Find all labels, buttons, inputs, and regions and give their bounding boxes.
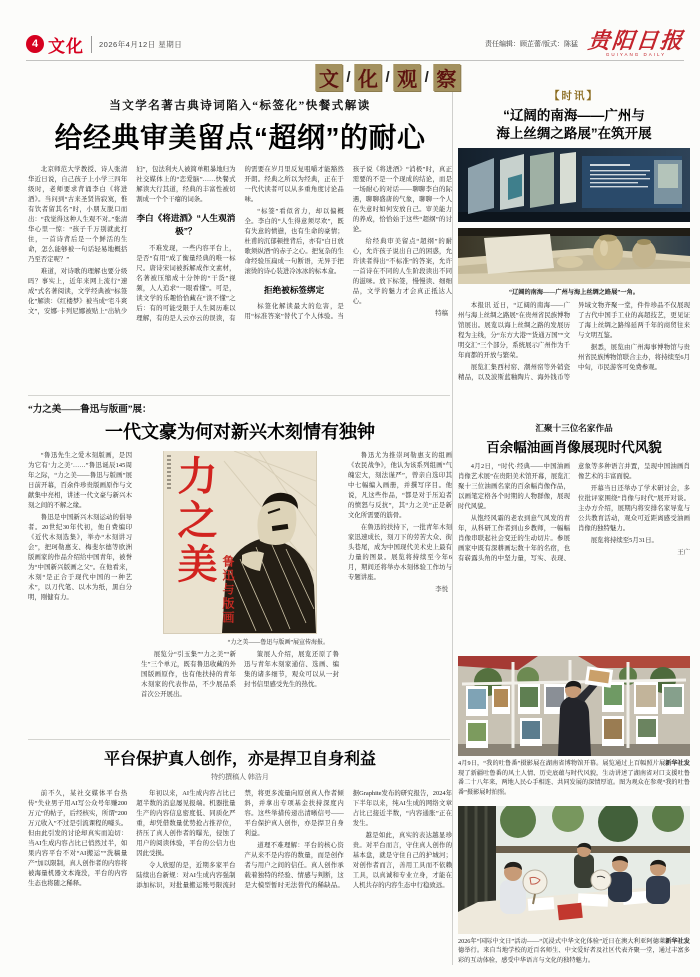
right-article2 xyxy=(458,422,690,648)
photo-credit: 新华社发 xyxy=(665,937,690,945)
paragraph: 展览分“引玉集”“力之美”“新生”三个单元，既有鲁迅收藏的外国版画原作，也有他扶持的青年木刻家的代表作品，不少展品系首次公开展出。 xyxy=(141,651,236,698)
feature-column-4 xyxy=(348,451,452,747)
feature-column-1 xyxy=(28,451,132,747)
page-number-badge: 4 xyxy=(26,35,44,53)
right-article1-body xyxy=(458,301,690,413)
masthead-title: 贵阳日报 xyxy=(586,28,686,54)
paragraph: 据悉，展览由广州海事博物馆与贵州省民族博物馆联合主办，将持续至6月中旬，市民游客可免费参观。 xyxy=(578,344,690,371)
paragraph: 鲁迅尤为推崇珂勒惠支的组画《农民战争》，他认为该系列组画“气魄宏大，刻法谨严”，曾亲自选印其中七幅编入画册，并撰写序目。他说，凡这些作品，“都是对于压迫者的愤怒与反抗”，其“力之美”正是新文化所需要的筋骨。 xyxy=(348,452,452,519)
photography-exhibition-photo xyxy=(458,656,690,756)
paragraph: 开幕当日还举办了学术研讨会，多位批评家围绕“肖像与时代”展开对谈。主办方介绍，展期内将安排名家导览与公共教育活动，观众可近距离感受油画肖像的独特魅力。 xyxy=(578,485,690,532)
right-article2-body xyxy=(458,462,690,648)
caption-text: 2026年“国际中文日”活动——“沉浸式中华文化体验”近日在澳大利亚阿德莱德举行。来自当地学校的近百名师生、中文爱好者及社区代表齐聚一堂，通过丰富多彩的互动体验，感受中华语言与文化的独特魅力。 xyxy=(458,937,690,964)
masthead xyxy=(588,30,684,58)
poster-caption: “力之美——鲁迅与版画”展宣传海报。 xyxy=(227,640,329,646)
section-title: 文化 xyxy=(48,36,84,56)
article-credit: 特稿 xyxy=(435,309,448,317)
paragraph: 标签化解读最大的危害，是用“标准答案”替代了个人体验。当孩子说《将进酒》“消极”时，真正需要的不是一个现成的结论，而是一场耐心的对话——聊聊李白的际遇，聊聊盛唐的气象，聊聊一个人在失意时如何安放自己。审美能力的养成，恰恰始于这些“超纲”的讨论。 xyxy=(244,166,452,321)
paragraph: 鲁迅是中国新兴木刻运动的倡导者。20世纪30年代初，他自费编印《近代木刻选集》，举办“木刻讲习会”，把珂勒惠支、梅斐尔德等欧洲版画家的作品介绍给中国青年，被誉为“中国新兴版画之父”。在他看来，木刻“是正合于现代中国的一种艺术”，以刀代笔、以木为纸，黑白分明，刚健有力。 xyxy=(28,513,132,601)
main-article-kicker: 当文学名著古典诗词陷入“标签化”快餐式解读 xyxy=(109,100,371,112)
paragraph: 4月2日，“时代·经典——中国油画肖像艺术展”在贵阳美术馆开幕，展览汇聚十三位油画名家的百余幅肖像作品，以画笔定格各个时期的人物群像，展现时代风貌。 xyxy=(458,463,570,511)
page-header xyxy=(26,30,684,58)
issue-date: 2026年4月12日 星期日 xyxy=(99,39,183,49)
feature-center xyxy=(141,451,339,747)
paragraph: 前不久，某社交媒体平台热传“失业男子用AI写公众号年赚200万元”的帖子，后经核实，所谓“200万元收入”不过是引流课程的噱头。但由此引发的讨论却真实而迫切：当AI生成内容占比已悄然过半，如果内容平台不对“AI搬运”“洗稿量产”加以限制，真人创作者的内容将被海量机器文本淹没，平台的内容生态也将随之稀释。 xyxy=(28,790,128,887)
main-article xyxy=(28,97,452,399)
article-credit: 王广 xyxy=(677,548,690,556)
main-article-headline: 给经典审美留点“超纲”的耐心 xyxy=(54,122,426,153)
right-column xyxy=(458,88,690,965)
header-rule xyxy=(26,60,684,61)
caption-text: 4月9日，“我的吐鲁番”摄影展在湖南省博物馆开幕。展览通过上百幅照片展现了新疆吐鲁番的风土人情、历史底蕴与时代风貌，生动讲述了湖南省对口支援吐鲁番二十八年来，两地人民心手相连、共同发展的深情厚谊。图为观众在参观“我的吐鲁番”摄影展时拍照。 xyxy=(458,760,690,796)
right-article2-kicker: 汇聚十三位名家作品 xyxy=(535,423,613,434)
paragraph: “鲁迅先生之爱木刻版画，是因为它有‘力之美’……”鲁迅诞辰145周年之际，“力之美——鲁迅与版画”展日前开幕，百余件珍贵版画原作与文献集中亮相，讲述一代文豪与新兴木刻之间的不解之缘。 xyxy=(28,452,132,509)
right-article2-headline: 百余幅油画肖像展现时代风貌 xyxy=(486,440,662,456)
right-article1-headline xyxy=(458,107,690,142)
paragraph: 展览将持续至5月31日。 xyxy=(590,536,658,544)
editors-line: 责任编辑：顾芷蕾/版式：陈猛 xyxy=(485,40,578,48)
paragraph: 从饱经风霜的老农到意气风发的青年，从科研工作者到山乡教师，一幅幅肖像串联起社会变迁的生动切片。参展画家中既有深耕画坛数十年的名宿，也有崭露头角的中坚力量，写实、表现、意象等多种语言并置，呈现中国油画肖像艺术的丰富面貌。 xyxy=(458,463,690,562)
culture-watch-banner xyxy=(315,64,460,91)
headline-line: “辽阔的南海——广州与 xyxy=(503,108,645,123)
banner-slash: / xyxy=(346,69,351,86)
header-divider xyxy=(91,36,92,53)
photo-caption xyxy=(458,759,690,797)
paragraph: 本报讯 近日，“辽阔的南海——广州与海上丝绸之路展”在贵州省民族博物馆展出。展览以海上丝绸之路的发展历程为主线，分“东方大港”“货通万国”“文明交汇”三个部分，系统展示广州作为千年商都的开放与繁荣。 xyxy=(458,302,570,360)
commentary-byline: 特约撰稿人 韩浩月 xyxy=(211,773,269,781)
feature-article xyxy=(28,401,452,747)
banner-tile: 察 xyxy=(433,64,460,91)
paragraph: 令人欣慰的是，近期多家平台陆续出台新规：对AI生成内容强制添加标识，对批量搬运账号限流封禁，将更多流量向原创真人作者倾斜，并拿出专项基金扶持深度内容。这些举措传递出清晰信号——平台保护真人创作，亦是捍卫自身利益。 xyxy=(136,790,344,889)
commentary-headline: 平台保护真人创作，亦是捍卫自身利益 xyxy=(103,751,376,768)
feature-headline: 一代文豪为何对新兴木刻情有独钟 xyxy=(105,422,375,442)
poster-title: 力之美 xyxy=(172,455,217,587)
feature-kicker: “力之美——鲁迅与版画”展： xyxy=(28,405,152,415)
banner-slash: / xyxy=(385,69,390,86)
banner-tile: 观 xyxy=(394,64,421,91)
paragraph: 策展人介绍，展览还原了鲁迅与青年木刻家通信、选画、编集的诸多细节，观众可以从一封封书信里感受先生的热忱。 xyxy=(244,651,339,688)
main-article-body xyxy=(28,165,452,399)
main-article-subhead: 拒绝被标签绑定 xyxy=(264,284,325,295)
paragraph: 展览汇集西村窑、潮州窑等外销瓷精品，以及波斯蓝釉陶片、海外钱币等异域文物齐聚一堂，件件珍品不仅展现了古代中国手工业的高超技艺，更见证了海上丝绸之路绵延两千年的商贸往来与文明互鉴。 xyxy=(458,302,690,381)
exhibition-poster-image xyxy=(164,451,316,633)
exhibition-wall-photo xyxy=(458,148,690,222)
banner-tile: 文 xyxy=(315,64,342,91)
headline-line: 海上丝绸之路展”在筑开展 xyxy=(496,125,652,141)
feature-center-body xyxy=(141,650,339,747)
photo-caption: “辽阔的南海——广州与海上丝绸之路展”一角。 xyxy=(509,289,639,297)
ceramic-jars-photo xyxy=(458,228,690,284)
news-brief-tag: 【时讯】 xyxy=(549,91,599,102)
paragraph: 道理不难理解：平台的核心资产从来不是内容的数量，而是创作者与用户之间的信任。真人创作承载着独特的经验、情感与判断，这是大模型暂时无法替代的稀缺品。据Graphite发布的研究报告，2024年下半年以来，纯AI生成的网络文章占比已接近半数，“内容通胀”正在发生。 xyxy=(244,790,452,889)
banner-slash: / xyxy=(424,69,429,86)
article-credit: 李悦 xyxy=(435,585,448,593)
commentary-body xyxy=(28,789,452,977)
main-article-subhead: 李白《将进酒》“人生观消极”？ xyxy=(136,212,236,237)
poster-spine-text xyxy=(167,455,171,489)
photo-credit: 新华社发 xyxy=(665,760,690,768)
paragraph: 不难发现，一些内容平台上，是否“有用”成了衡量经典的唯一标尺。唐诗宋词被拆解成作文素材，名著被压缩成十分钟的“干货”视频，人人追求“一眼看懂”。可是，读文学的乐趣恰恰藏在“读不懂”之后：有的可能受限于人生阅历难以理解，有的是人云亦云的误读，有的需要在岁月里反复咀嚼才能豁然开朗。经典之所以为经典，正在于一代代读者可以从多重角度讨论品味。 xyxy=(136,166,344,322)
commentary-article xyxy=(28,746,452,977)
banner-tile: 化 xyxy=(354,64,381,91)
paragraph: 难道，对诗歌的理解也要分级吗？事实上，近年来网上流行“速成”式名著阅读，文学经典被“标签化”解读：《红楼梦》被当成“宅斗爽文”，安娜·卡列尼娜被贴上“出轨少妇”，包法利夫人被简单粗暴地归为社交媒体上的“恋爱脑”……快餐式解读大行其道，经典的丰富性被切割成一个个干瘪的词条。 xyxy=(28,166,236,315)
photo-caption xyxy=(458,937,690,966)
children-culture-event-photo xyxy=(458,806,690,934)
paragraph: “标签”看似省力，却以偏概全。李白的“人生得意须尽欢”，既有失意的愤懑，也有生命的豪情；杜甫的沉郁顿挫背后，亦有“白日放歌须纵酒”的赤子之心。把复杂的生命经验压扁成一句断语，无异于把滚烫的诗心装进冷冰冰的标本盒。 xyxy=(244,207,344,275)
paragraph: 给经典审美留点“超纲”的耐心，允许孩子说出自己的困惑，允许读者得出“不标准”的答案，允许一首诗在不同的人生阶段读出不同的滋味。放下标签，慢慢读、细细品，文学的魅力才会真正抵达人心。 xyxy=(352,237,452,305)
poster-subtitle: 鲁迅与版画 xyxy=(221,555,235,625)
masthead-subtitle: GUIYANG DAILY xyxy=(605,52,667,58)
paragraph: 北京师范大学教授、诗人张清华近日说，自己孩子上小学三四年级时，老师要求背诵李白《将进酒》。当问到“古来圣贤皆寂寞，惟有饮者留其名”时，小朋友脱口而出：“我觉得这种人生观不对。”张清华心里一惊：“孩子千万别就此打住，一首诗背后是一个鲜活的生命，怎么能够被一句话轻易地概括乃至否定呢？” xyxy=(28,166,128,263)
column-divider xyxy=(452,92,453,965)
paragraph: 年初以来，AI生成内容占比已超半数的消息屡见报端。机器批量生产的内容信息密度低、同质化严重，却凭借数量优势抢占推荐位，挤压了真人创作者的曝光，侵蚀了用户的阅读体验，平台的公信力也因此受损。 xyxy=(136,790,236,857)
paragraph: 越是如此，真实的表达越显珍贵。对平台而言，守住真人创作的基本盘，就是守住自己的护城河；对创作者而言，善用工具而不依赖工具，以真诚和专业立身，才能在人机共存的内容生态中行稳致远。 xyxy=(352,831,452,889)
paragraph: 在鲁迅的扶持下，一批青年木刻家迅速成长，刻刀下的劳苦大众、街头巷尾，成为中国现代美术史上最有力量的图景。展览将持续至今年6月，期间还将举办木刻体验工作坊与专题讲座。 xyxy=(348,523,452,581)
feature-body xyxy=(28,451,452,747)
